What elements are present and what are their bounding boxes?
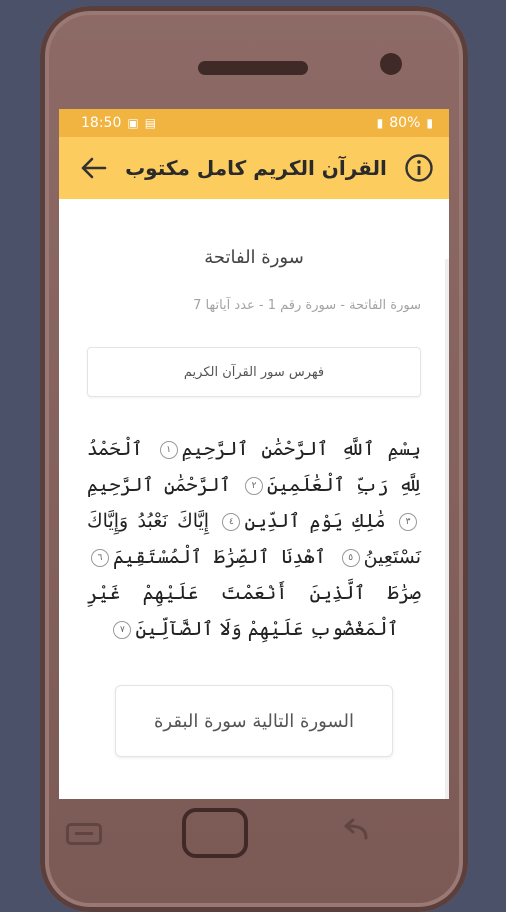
battery-icon: ▮ [426, 116, 433, 130]
ayah-text: بِسْمِ ٱللَّهِ ٱلرَّحْمَٰنِ ٱلرَّحِيمِ [181, 438, 421, 460]
phone-frame [40, 6, 468, 912]
ayah-text: ٱلرَّحْمَٰنِ ٱلرَّحِيمِ [87, 474, 231, 496]
phone-camera [380, 53, 402, 75]
arrow-left-icon[interactable] [75, 150, 111, 186]
ayah-number: ١ [160, 441, 178, 459]
surah-meta: سورة الفاتحة - سورة رقم 1 - عدد آياتها 7 [193, 298, 421, 313]
gallery-notification-icon: ▤ [144, 116, 157, 130]
scrollbar[interactable] [445, 259, 449, 799]
ayah-number: ٧ [113, 621, 131, 639]
phone-speaker [198, 61, 308, 75]
ayah-number: ٥ [342, 549, 360, 567]
surah-title: سورة الفاتحة [204, 247, 304, 268]
ayah-text: ٱلْحَمْدُ لِلَّهِ رَبِّ ٱلْعَٰلَمِينَ [87, 438, 421, 496]
ayah-text: صِرَٰطَ ٱلَّذِينَ أَنْعَمْتَ عَلَيْهِمْ غَيْرِ ٱلْمَغْضُوبِ عَلَيْهِمْ وَلَا ٱلضَّآلِّينَ [87, 582, 421, 640]
recent-apps-button[interactable] [66, 823, 102, 845]
next-surah-button[interactable]: السورة التالية سورة البقرة [115, 685, 393, 757]
status-time: 18:50 [81, 115, 122, 131]
ayah-text: مَٰلِكِ يَوْمِ ٱلدِّينِ [244, 510, 386, 532]
battery-percent: 80% [389, 115, 421, 131]
back-nav-button[interactable] [340, 818, 370, 844]
ayah-text: ٱهْدِنَا ٱلصِّرَٰطَ ٱلْمُسْتَقِيمَ [113, 546, 326, 568]
page-title: القرآن الكريم كامل مكتوب [125, 156, 387, 180]
ayah-number: ٤ [222, 513, 240, 531]
signal-icon: ▮ [376, 116, 384, 130]
ayah-number: ٦ [91, 549, 109, 567]
app-bar [59, 137, 449, 199]
status-bar [59, 109, 449, 137]
ayah-number: ٣ [399, 513, 417, 531]
ayah-text: إِيَّاكَ نَعْبُدُ وَإِيَّاكَ نَسْتَعِينُ [87, 510, 421, 568]
surah-content [59, 247, 449, 757]
ayah-number: ٢ [245, 477, 263, 495]
verses-text [87, 431, 421, 647]
app-screen [59, 109, 449, 799]
surah-index-button[interactable]: فهرس سور القرآن الكريم [87, 347, 421, 397]
image-notification-icon: ▣ [127, 116, 139, 130]
info-circle-icon[interactable] [401, 150, 437, 186]
home-button[interactable] [182, 808, 248, 858]
